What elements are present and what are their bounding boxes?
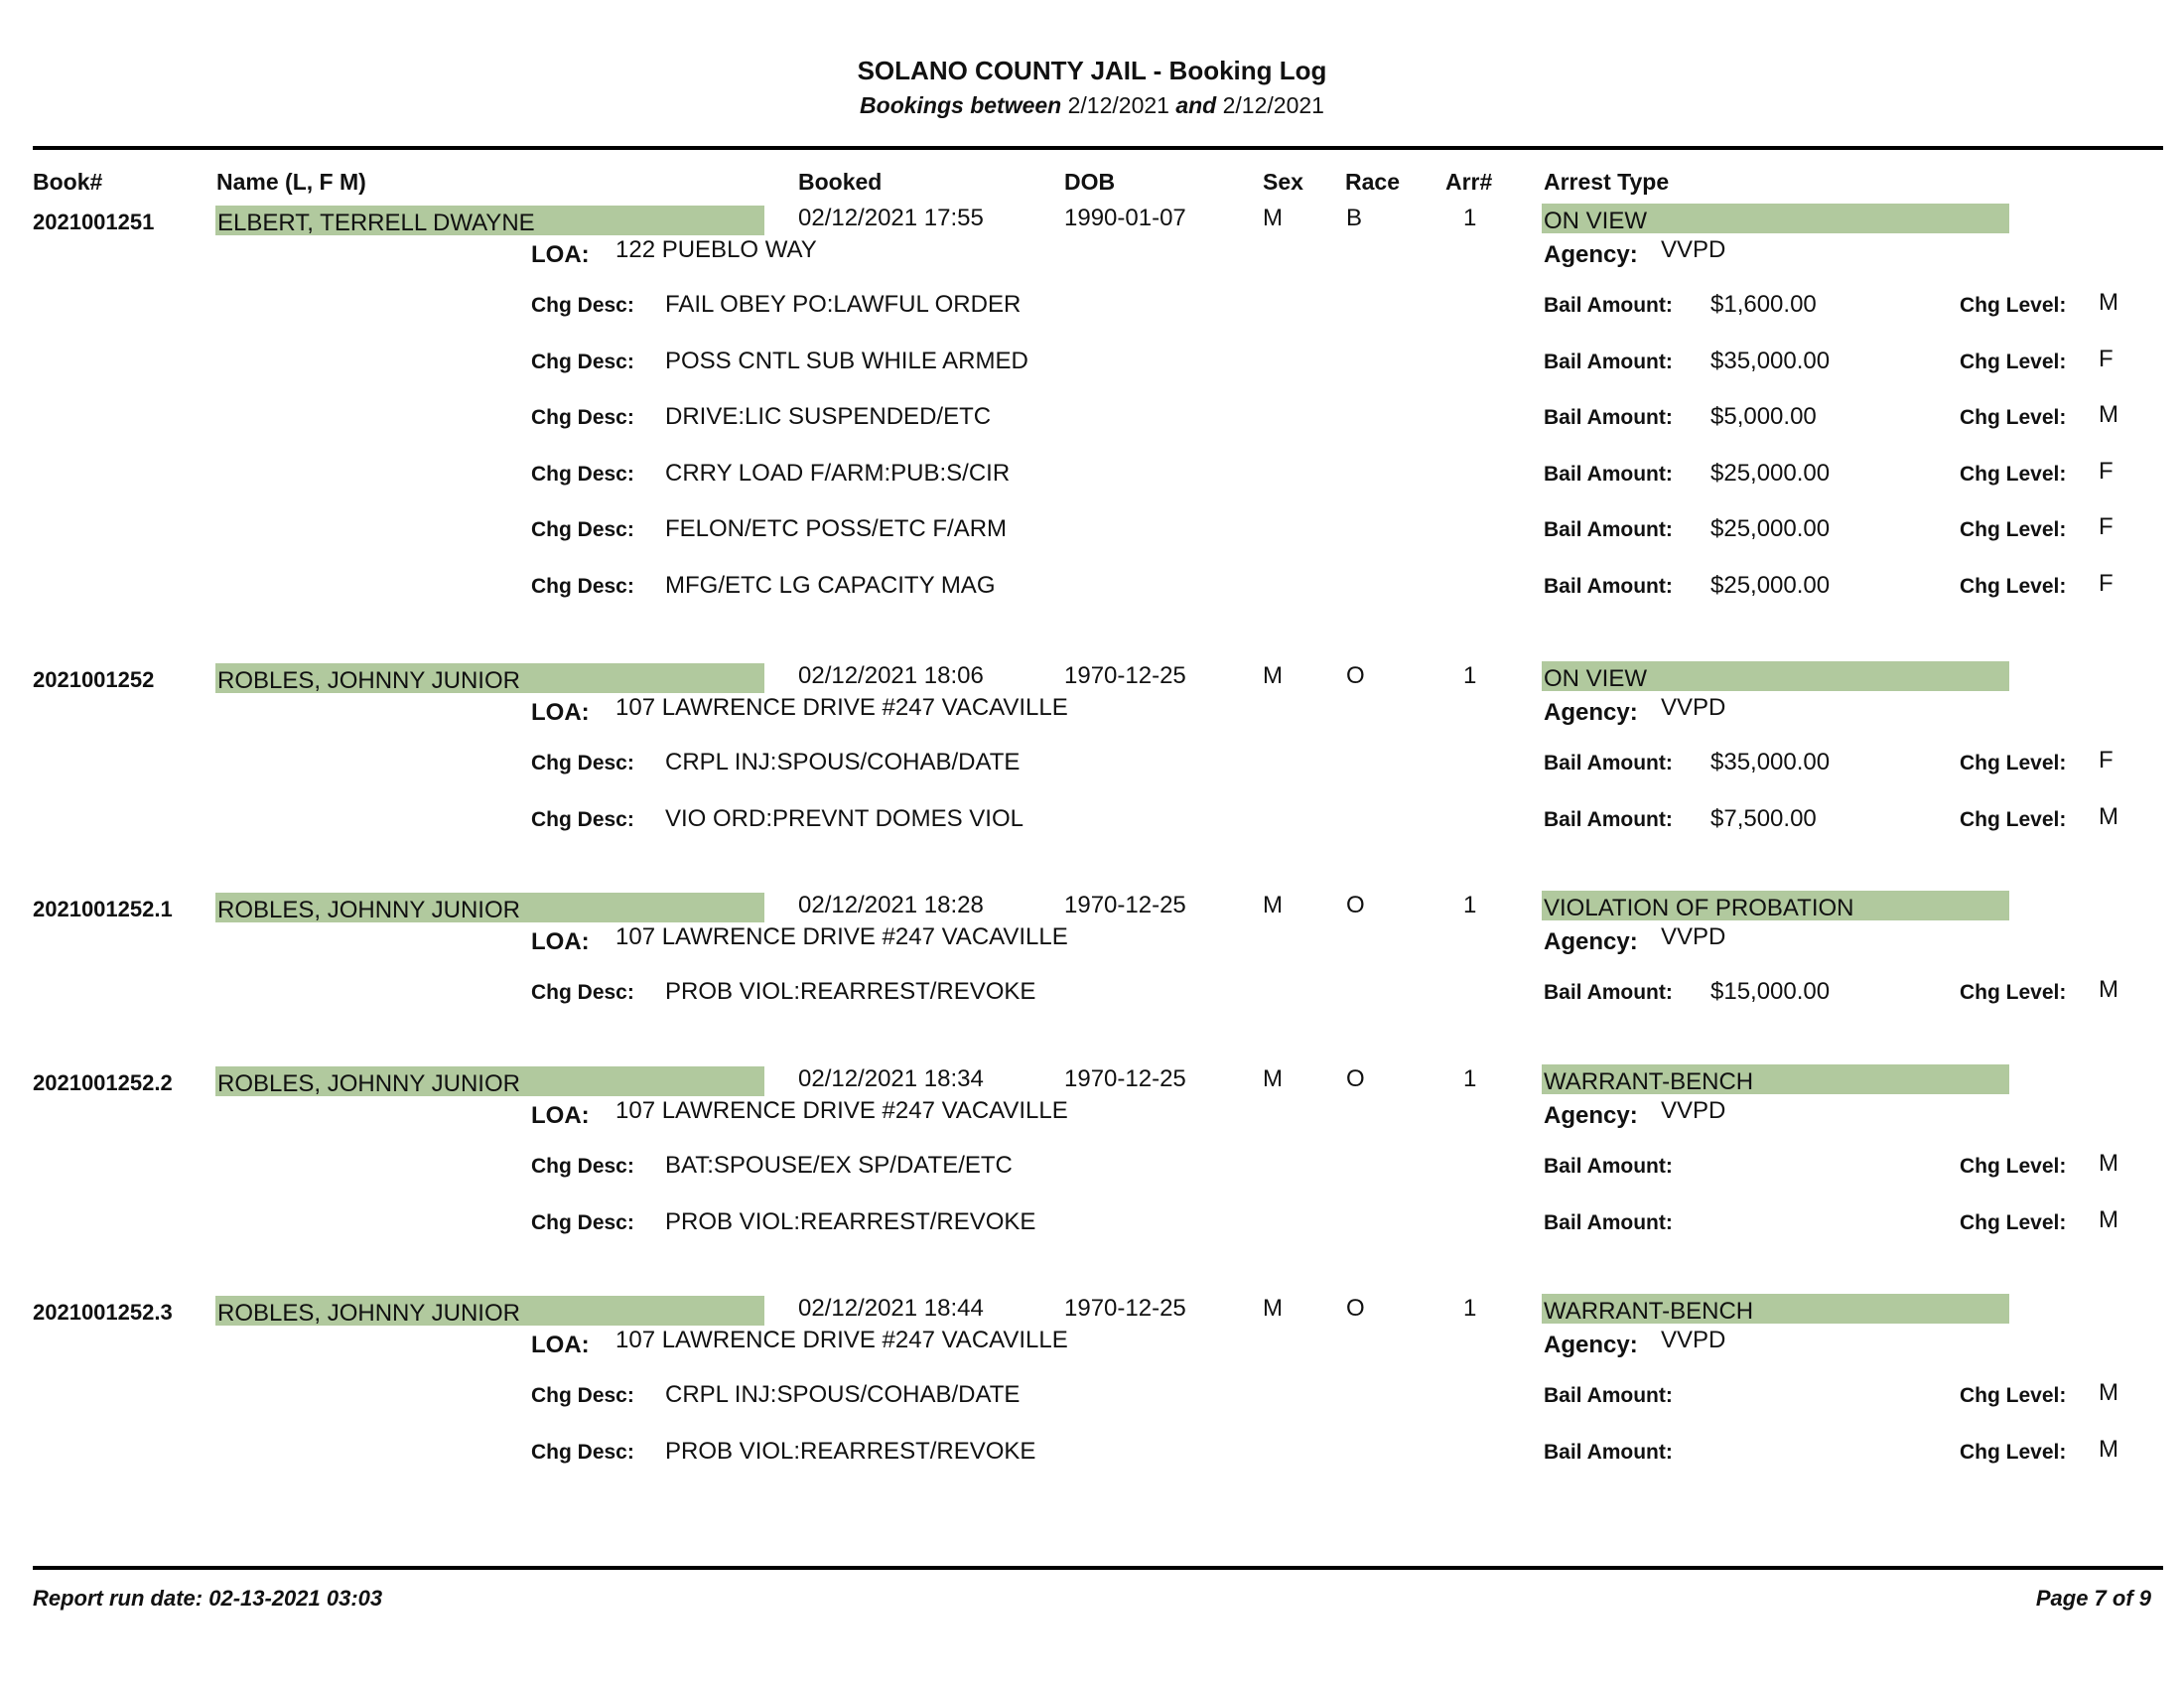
sex: M xyxy=(1263,892,1283,918)
charge-level: M xyxy=(2099,289,2118,316)
agency: VVPD xyxy=(1661,923,1726,950)
name-highlight xyxy=(215,893,764,922)
loa-label: LOA: xyxy=(531,699,590,726)
inmate-name: ROBLES, JOHNNY JUNIOR xyxy=(217,1300,520,1327)
chg-level-label: Chg Level: xyxy=(1960,1384,2067,1407)
agency-label: Agency: xyxy=(1544,1332,1638,1358)
chg-level-label: Chg Level: xyxy=(1960,1155,2067,1178)
arrest-type-highlight xyxy=(1542,204,2009,233)
chg-desc-label: Chg Desc: xyxy=(531,752,634,774)
booked-datetime: 02/12/2021 18:34 xyxy=(798,1065,984,1092)
charge-level: M xyxy=(2099,1379,2118,1406)
chg-desc-label: Chg Desc: xyxy=(531,294,634,317)
chg-desc-label: Chg Desc: xyxy=(531,1210,634,1234)
charge-level: M xyxy=(2099,1150,2118,1177)
bail-amount-label: Bail Amount: xyxy=(1544,1384,1673,1407)
col-header-race: Race xyxy=(1345,169,1400,195)
race: O xyxy=(1346,1065,1365,1092)
booked-datetime: 02/12/2021 18:06 xyxy=(798,662,984,689)
charge-level: M xyxy=(2099,1435,2118,1463)
name-highlight xyxy=(215,206,764,235)
charge-level: F xyxy=(2099,747,2114,774)
date-to: 2/12/2021 xyxy=(1222,92,1324,118)
book-number: 2021001252.3 xyxy=(33,1300,173,1325)
bail-amount: $1,600.00 xyxy=(1710,291,1817,318)
dob: 1970-12-25 xyxy=(1064,662,1186,689)
charge-description: VIO ORD:PREVNT DOMES VIOL xyxy=(665,804,1024,832)
charge-level: F xyxy=(2099,345,2114,372)
name-highlight xyxy=(215,663,764,693)
arrest-type-highlight xyxy=(1542,1064,2009,1094)
chg-desc-label: Chg Desc: xyxy=(531,807,634,831)
loa-address: 107 LAWRENCE DRIVE #247 VACAVILLE xyxy=(615,1327,1068,1353)
book-number: 2021001252.1 xyxy=(33,897,173,921)
chg-desc-label: Chg Desc: xyxy=(531,575,634,598)
charge-description: FAIL OBEY PO:LAWFUL ORDER xyxy=(665,291,1022,318)
arrest-number: 1 xyxy=(1463,1295,1477,1322)
date-from: 2/12/2021 xyxy=(1067,92,1169,118)
agency-label: Agency: xyxy=(1544,699,1638,726)
bail-amount-label: Bail Amount: xyxy=(1544,406,1673,430)
arrest-type: WARRANT-BENCH xyxy=(1544,1068,1754,1095)
charge-description: FELON/ETC POSS/ETC F/ARM xyxy=(665,515,1008,543)
charge-level: F xyxy=(2099,513,2114,541)
arrest-type-highlight xyxy=(1542,1294,2009,1324)
chg-level-label: Chg Level: xyxy=(1960,1440,2067,1464)
name-highlight xyxy=(215,1066,764,1096)
charge-description: CRRY LOAD F/ARM:PUB:S/CIR xyxy=(665,459,1011,487)
agency: VVPD xyxy=(1661,1097,1726,1124)
bail-amount-label: Bail Amount: xyxy=(1544,1440,1673,1464)
bail-amount: $5,000.00 xyxy=(1710,403,1817,431)
bail-amount-label: Bail Amount: xyxy=(1544,350,1673,373)
chg-desc-label: Chg Desc: xyxy=(531,406,634,430)
loa-address: 122 PUEBLO WAY xyxy=(615,236,817,263)
col-header-arrest-type: Arrest Type xyxy=(1544,169,1670,195)
booked-datetime: 02/12/2021 18:28 xyxy=(798,892,984,918)
book-number: 2021001251 xyxy=(33,210,155,234)
inmate-name: ELBERT, TERRELL DWAYNE xyxy=(217,210,535,236)
arrest-number: 1 xyxy=(1463,1065,1477,1092)
subtitle-and: and xyxy=(1175,92,1217,118)
chg-desc-label: Chg Desc: xyxy=(531,981,634,1004)
bail-amount: $25,000.00 xyxy=(1710,515,1831,543)
chg-level-label: Chg Level: xyxy=(1960,752,2067,774)
chg-level-label: Chg Level: xyxy=(1960,981,2067,1004)
inmate-name: ROBLES, JOHNNY JUNIOR xyxy=(217,667,520,694)
sex: M xyxy=(1263,1065,1283,1092)
booked-datetime: 02/12/2021 18:44 xyxy=(798,1295,984,1322)
col-header-arr: Arr# xyxy=(1445,169,1493,195)
charge-description: PROB VIOL:REARREST/REVOKE xyxy=(665,1437,1036,1465)
agency: VVPD xyxy=(1661,236,1726,263)
col-header-book: Book# xyxy=(33,169,103,195)
bail-amount-label: Bail Amount: xyxy=(1544,1210,1673,1234)
arrest-number: 1 xyxy=(1463,662,1477,689)
race: O xyxy=(1346,662,1365,689)
loa-label: LOA: xyxy=(531,1332,590,1358)
charge-description: DRIVE:LIC SUSPENDED/ETC xyxy=(665,403,992,431)
bail-amount: $35,000.00 xyxy=(1710,347,1831,374)
bail-amount-label: Bail Amount: xyxy=(1544,807,1673,831)
chg-level-label: Chg Level: xyxy=(1960,406,2067,430)
chg-desc-label: Chg Desc: xyxy=(531,1155,634,1178)
bail-amount-label: Bail Amount: xyxy=(1544,294,1673,317)
footer-rule xyxy=(33,1566,2163,1570)
charge-level: F xyxy=(2099,457,2114,485)
bail-amount: $25,000.00 xyxy=(1710,572,1831,599)
bail-amount-label: Bail Amount: xyxy=(1544,462,1673,486)
race: O xyxy=(1346,892,1365,918)
page-number: Page 7 of 9 xyxy=(2035,1586,2151,1611)
arrest-number: 1 xyxy=(1463,205,1477,231)
sex: M xyxy=(1263,205,1283,231)
chg-level-label: Chg Level: xyxy=(1960,807,2067,831)
race: O xyxy=(1346,1295,1365,1322)
dob: 1970-12-25 xyxy=(1064,892,1186,918)
charge-description: POSS CNTL SUB WHILE ARMED xyxy=(665,347,1028,374)
charge-description: CRPL INJ:SPOUS/COHAB/DATE xyxy=(665,1381,1021,1408)
chg-level-label: Chg Level: xyxy=(1960,1210,2067,1234)
chg-level-label: Chg Level: xyxy=(1960,518,2067,542)
bail-amount: $35,000.00 xyxy=(1710,749,1831,775)
subtitle-prefix: Bookings between xyxy=(860,92,1062,118)
col-header-name: Name (L, F M) xyxy=(216,169,366,195)
report-run-date: Report run date: 02-13-2021 03:03 xyxy=(33,1586,383,1611)
loa-label: LOA: xyxy=(531,241,590,268)
book-number: 2021001252.2 xyxy=(33,1070,173,1095)
arrest-type: ON VIEW xyxy=(1544,665,1648,692)
charge-level: F xyxy=(2099,570,2114,597)
bail-amount-label: Bail Amount: xyxy=(1544,981,1673,1004)
dob: 1970-12-25 xyxy=(1064,1065,1186,1092)
bail-amount-label: Bail Amount: xyxy=(1544,518,1673,542)
inmate-name: ROBLES, JOHNNY JUNIOR xyxy=(217,1070,520,1097)
bail-amount-label: Bail Amount: xyxy=(1544,575,1673,598)
sex: M xyxy=(1263,1295,1283,1322)
arrest-type: WARRANT-BENCH xyxy=(1544,1298,1754,1325)
name-highlight xyxy=(215,1296,764,1326)
charge-level: M xyxy=(2099,401,2118,429)
arrest-type-highlight xyxy=(1542,661,2009,691)
report-title: SOLANO COUNTY JAIL - Booking Log xyxy=(857,56,1327,85)
sex: M xyxy=(1263,662,1283,689)
charge-description: PROB VIOL:REARREST/REVOKE xyxy=(665,1207,1036,1235)
col-header-sex: Sex xyxy=(1263,169,1303,195)
race: B xyxy=(1346,205,1363,231)
bail-amount: $25,000.00 xyxy=(1710,459,1831,487)
chg-desc-label: Chg Desc: xyxy=(531,518,634,542)
bail-amount-label: Bail Amount: xyxy=(1544,752,1673,774)
dob: 1970-12-25 xyxy=(1064,1295,1186,1322)
agency: VVPD xyxy=(1661,1327,1726,1353)
dob: 1990-01-07 xyxy=(1064,205,1186,231)
booked-datetime: 02/12/2021 17:55 xyxy=(798,205,984,231)
agency-label: Agency: xyxy=(1544,1102,1638,1129)
chg-level-label: Chg Level: xyxy=(1960,575,2067,598)
arrest-type-highlight xyxy=(1542,891,2009,920)
col-header-booked: Booked xyxy=(798,169,883,195)
bail-amount: $15,000.00 xyxy=(1710,978,1831,1005)
bail-amount-label: Bail Amount: xyxy=(1544,1155,1673,1178)
loa-label: LOA: xyxy=(531,1102,590,1129)
arrest-type: ON VIEW xyxy=(1544,208,1648,234)
arrest-number: 1 xyxy=(1463,892,1477,918)
chg-level-label: Chg Level: xyxy=(1960,462,2067,486)
inmate-name: ROBLES, JOHNNY JUNIOR xyxy=(217,897,520,923)
agency-label: Agency: xyxy=(1544,928,1638,955)
col-header-dob: DOB xyxy=(1064,169,1116,195)
book-number: 2021001252 xyxy=(33,667,155,692)
agency-label: Agency: xyxy=(1544,241,1638,268)
chg-desc-label: Chg Desc: xyxy=(531,350,634,373)
arrest-type: VIOLATION OF PROBATION xyxy=(1544,895,1854,921)
header-rule xyxy=(33,146,2163,150)
agency: VVPD xyxy=(1661,694,1726,721)
charge-description: BAT:SPOUSE/EX SP/DATE/ETC xyxy=(665,1152,1013,1179)
charge-description: PROB VIOL:REARREST/REVOKE xyxy=(665,978,1036,1005)
charge-description: CRPL INJ:SPOUS/COHAB/DATE xyxy=(665,749,1021,775)
chg-level-label: Chg Level: xyxy=(1960,294,2067,317)
loa-address: 107 LAWRENCE DRIVE #247 VACAVILLE xyxy=(615,694,1068,721)
loa-address: 107 LAWRENCE DRIVE #247 VACAVILLE xyxy=(615,923,1068,950)
charge-level: M xyxy=(2099,802,2118,830)
chg-desc-label: Chg Desc: xyxy=(531,462,634,486)
loa-label: LOA: xyxy=(531,928,590,955)
chg-desc-label: Chg Desc: xyxy=(531,1440,634,1464)
charge-description: MFG/ETC LG CAPACITY MAG xyxy=(665,572,996,599)
charge-level: M xyxy=(2099,1205,2118,1233)
charge-level: M xyxy=(2099,976,2118,1003)
report-subtitle xyxy=(0,92,2184,119)
loa-address: 107 LAWRENCE DRIVE #247 VACAVILLE xyxy=(615,1097,1068,1124)
chg-level-label: Chg Level: xyxy=(1960,350,2067,373)
bail-amount: $7,500.00 xyxy=(1710,804,1817,832)
chg-desc-label: Chg Desc: xyxy=(531,1384,634,1407)
